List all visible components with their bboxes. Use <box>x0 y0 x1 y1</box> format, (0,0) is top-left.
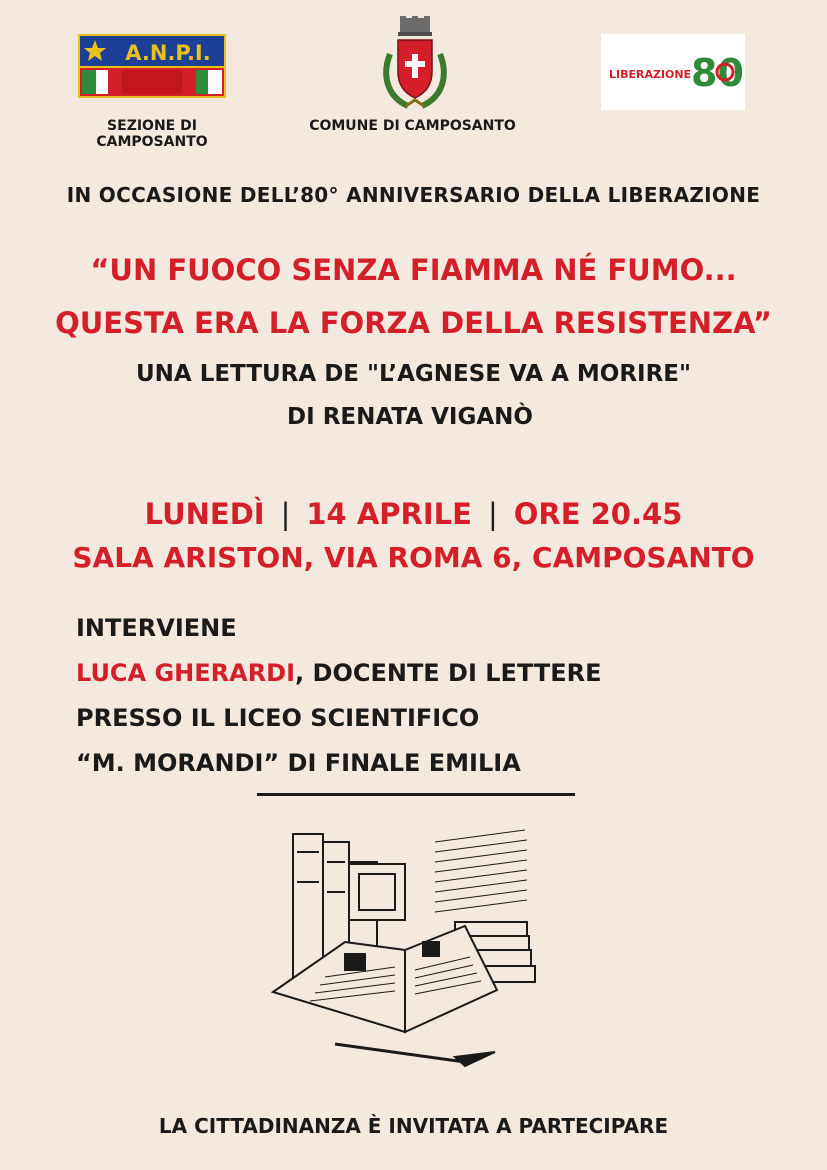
divider <box>257 793 575 796</box>
event-separator-1: | <box>280 497 291 531</box>
liberazione-logo-number: 80 <box>691 51 744 95</box>
event-dateline <box>40 497 787 531</box>
reading-title: UNA LETTURA DE "L’AGNESE VA A MORIRE" <box>136 361 691 387</box>
quote-line-2: QUESTA ERA LA FORZA DELLA RESISTENZA” <box>55 306 772 340</box>
event-date: 14 APRILE <box>306 497 472 531</box>
event-separator-2: | <box>487 497 498 531</box>
event-day: LUNEDÌ <box>144 497 265 531</box>
quote-line-1: “UN FUOCO SENZA FIAMMA NÉ FUMO... <box>90 253 737 287</box>
liberazione-80-logo <box>601 34 745 110</box>
anniversary-intro: IN OCCASIONE DELL’80° ANNIVERSARIO DELLA LIBERAZIONE <box>66 183 761 207</box>
open-book-illustration <box>265 822 565 1072</box>
speaker-name: LUCA GHERARDI <box>76 659 296 687</box>
invitation-footer: LA CITTADINANZA È INVITATA A PARTECIPARE <box>158 1114 669 1138</box>
anpi-caption: SEZIONE DI CAMPOSANTO <box>96 118 208 150</box>
speaker-intro: INTERVIENE <box>76 614 237 642</box>
speaker-school-name: “M. MORANDI” DI FINALE EMILIA <box>76 749 521 777</box>
anpi-logo <box>78 34 226 98</box>
anpi-logo-text: A.N.P.I. <box>125 41 211 65</box>
event-venue: SALA ARISTON, VIA ROMA 6, CAMPOSANTO <box>72 541 755 574</box>
reading-author: DI RENATA VIGANÒ <box>287 404 533 430</box>
event-time: ORE 20.45 <box>513 497 683 531</box>
comune-caption: COMUNE DI CAMPOSANTO <box>309 118 516 134</box>
speaker-school: PRESSO IL LICEO SCIENTIFICO <box>76 704 480 732</box>
liberazione-logo-word: LIBERAZIONE <box>609 68 692 81</box>
speaker-name-line <box>76 659 602 687</box>
comune-crest-icon <box>378 14 452 114</box>
speaker-role: , DOCENTE DI LETTERE <box>295 659 602 687</box>
